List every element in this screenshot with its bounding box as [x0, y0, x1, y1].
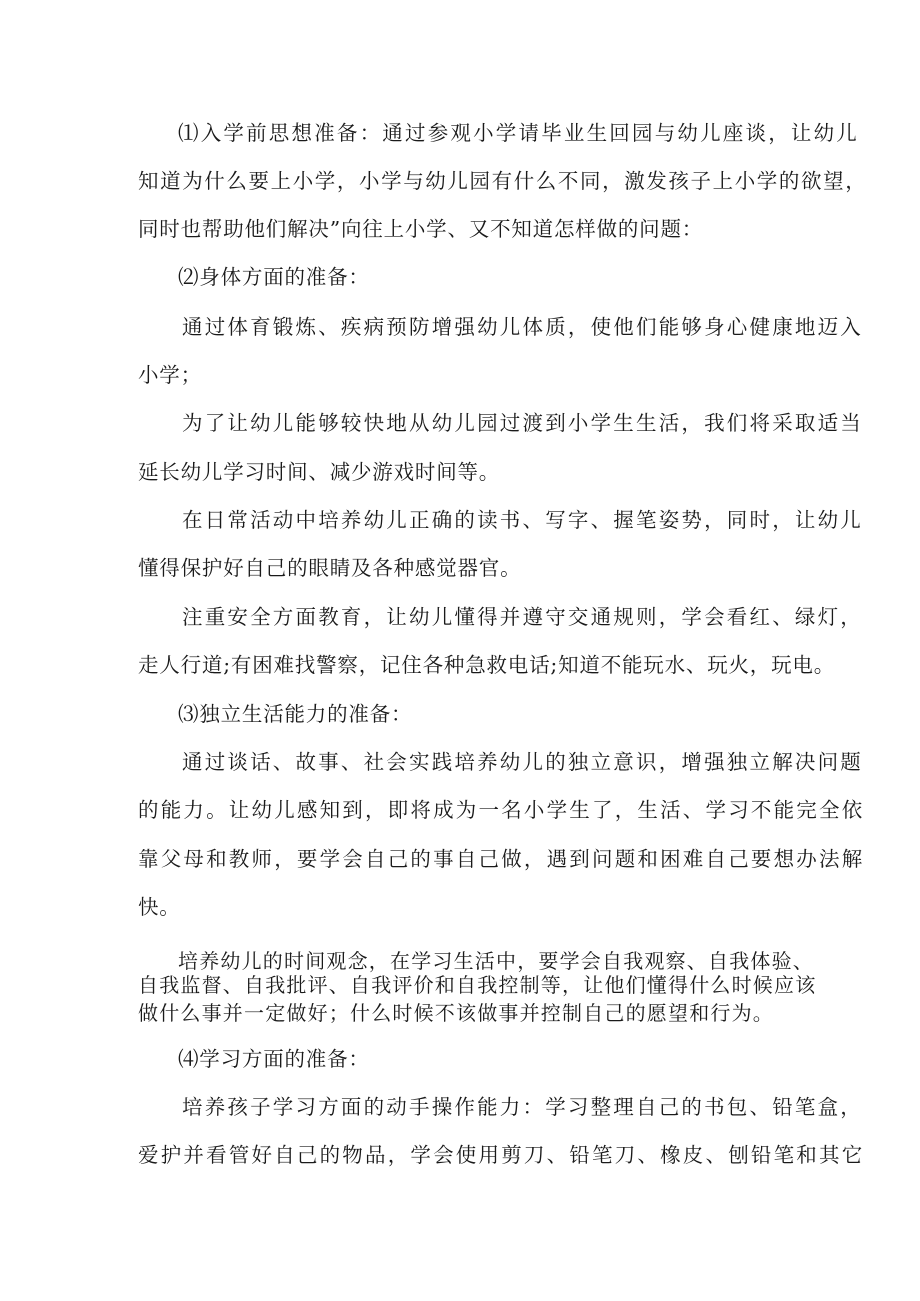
- text-line: 注重安全方面教育，让幼儿懂得并遵守交通规则，学会看红、绿灯，: [182, 605, 863, 629]
- text-line: 培养幼儿的时间观念，在学习生活中，要学会自我观察、自我体验、: [178, 949, 814, 973]
- text-line: 做什么事并一定做好；什么时候不该做事并控制自己的愿望和行为。: [138, 1001, 774, 1025]
- text-line: 走人行道;有困难找警察，记住各种急救电话;知道不能玩水、玩火，玩电。: [138, 653, 836, 677]
- text-line: 小学；: [138, 363, 202, 387]
- text-line: 通过体育锻炼、疾病预防增强幼儿体质，使他们能够身心健康地迈入: [182, 315, 863, 339]
- text-line: 知道为什么要上小学，小学与幼儿园有什么不同，激发孩子上小学的欲望，: [138, 169, 868, 193]
- text-line: 爱护并看管好自己的物品，学会使用剪刀、铅笔刀、橡皮、刨铅笔和其它: [138, 1143, 865, 1167]
- text-line: ⑵身体方面的准备：: [178, 265, 370, 289]
- text-line: 懂得保护好自己的眼睛及各种感觉器官。: [138, 556, 522, 580]
- text-line: 靠父母和教师，要学会自己的事自己做，遇到问题和困难自己要想办法解: [138, 847, 865, 871]
- text-line: ⑴入学前思想准备：通过参观小学请毕业生回园与幼儿座谈，让幼儿: [178, 121, 859, 145]
- text-line: 同时也帮助他们解决”向往上小学、又不知道怎样做的问题：: [138, 217, 704, 241]
- text-line: 通过谈话、故事、社会实践培养幼儿的独立意识，增强独立解决问题: [182, 750, 863, 774]
- text-line: ⑶独立生活能力的准备：: [178, 702, 413, 726]
- text-line: 延长幼儿学习时间、减少游戏时间等。: [138, 460, 501, 484]
- text-line: 快。: [138, 895, 181, 919]
- text-line: 在日常活动中培养幼儿正确的读书、写字、握笔姿势，同时，让幼儿: [182, 508, 863, 532]
- text-line: 为了让幼儿能够较快地从幼儿园过渡到小学生生活，我们将采取适当: [182, 411, 863, 435]
- text-line: ⑷学习方面的准备：: [178, 1047, 370, 1071]
- text-line: 培养孩子学习方面的动手操作能力：学习整理自己的书包、铅笔盒，: [182, 1095, 863, 1119]
- text-line: 的能力。让幼儿感知到，即将成为一名小学生了，生活、学习不能完全依: [138, 798, 865, 822]
- text-line: 自我监督、自我批评、自我评价和自我控制等，让他们懂得什么时候应该: [138, 973, 817, 997]
